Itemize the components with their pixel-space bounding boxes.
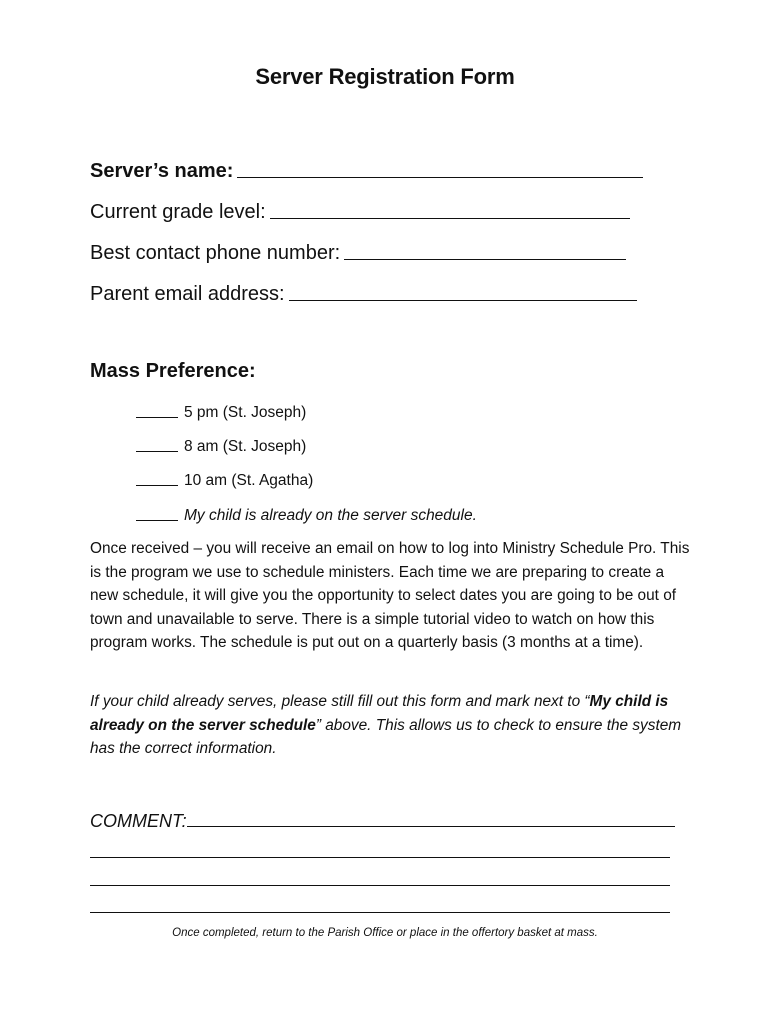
note-text-after: ” above. This allows us to check to ensure the system has the correct information. xyxy=(90,716,682,758)
comment-label: COMMENT: xyxy=(90,811,187,831)
comment-line[interactable] xyxy=(90,912,670,913)
grade-level-field[interactable] xyxy=(90,196,630,224)
grade-level-label: Current grade level: xyxy=(90,201,266,223)
mass-option[interactable] xyxy=(136,468,313,490)
phone-number-line[interactable] xyxy=(344,259,626,260)
comment-field[interactable] xyxy=(90,806,675,832)
option-label: My child is already on the server schedule. xyxy=(184,507,477,524)
mass-option[interactable] xyxy=(136,400,306,422)
info-paragraph: Once received – you will receive an email on how to log into Ministry Schedule Pro. This is the program we use to schedule ministers. Each time we are preparing to create a new schedule, it will give you the opportunity to select dates you are going to be out of town and unavailable to serve. There is a simple tutorial video to watch on how this program works. The schedule is put out on a quarterly basis (3 months at a time). xyxy=(90,540,690,652)
option-blank[interactable] xyxy=(136,417,178,418)
option-blank[interactable] xyxy=(136,520,178,521)
note-paragraph xyxy=(90,690,690,761)
comment-line[interactable] xyxy=(187,826,675,827)
server-name-line[interactable] xyxy=(237,177,643,178)
option-label: 10 am (St. Agatha) xyxy=(184,472,314,489)
mass-preference-heading: Mass Preference: xyxy=(90,360,256,382)
footer-instruction: Once completed, return to the Parish Office or place in the offertory basket at mass. xyxy=(172,927,598,939)
grade-level-line[interactable] xyxy=(270,218,630,219)
page-title: Server Registration Form xyxy=(255,64,515,89)
phone-number-label: Best contact phone number: xyxy=(90,242,341,264)
option-label: 5 pm (St. Joseph) xyxy=(184,404,307,421)
comment-line[interactable] xyxy=(90,885,670,886)
mass-option[interactable] xyxy=(136,434,306,456)
mass-option[interactable] xyxy=(136,503,477,525)
comment-line[interactable] xyxy=(90,857,670,858)
option-blank[interactable] xyxy=(136,451,178,452)
parent-email-label: Parent email address: xyxy=(90,283,285,305)
parent-email-field[interactable] xyxy=(90,278,637,306)
note-text-bold: My child is already on the server schedule xyxy=(90,693,669,734)
option-label: 8 am (St. Joseph) xyxy=(184,438,307,455)
server-name-label: Server’s name: xyxy=(90,160,234,182)
phone-number-field[interactable] xyxy=(90,237,626,265)
parent-email-line[interactable] xyxy=(289,300,637,301)
option-blank[interactable] xyxy=(136,485,178,486)
server-name-field[interactable] xyxy=(90,155,643,183)
note-text-before: If your child already serves, please still fill out this form and mark next to “ xyxy=(90,693,590,710)
